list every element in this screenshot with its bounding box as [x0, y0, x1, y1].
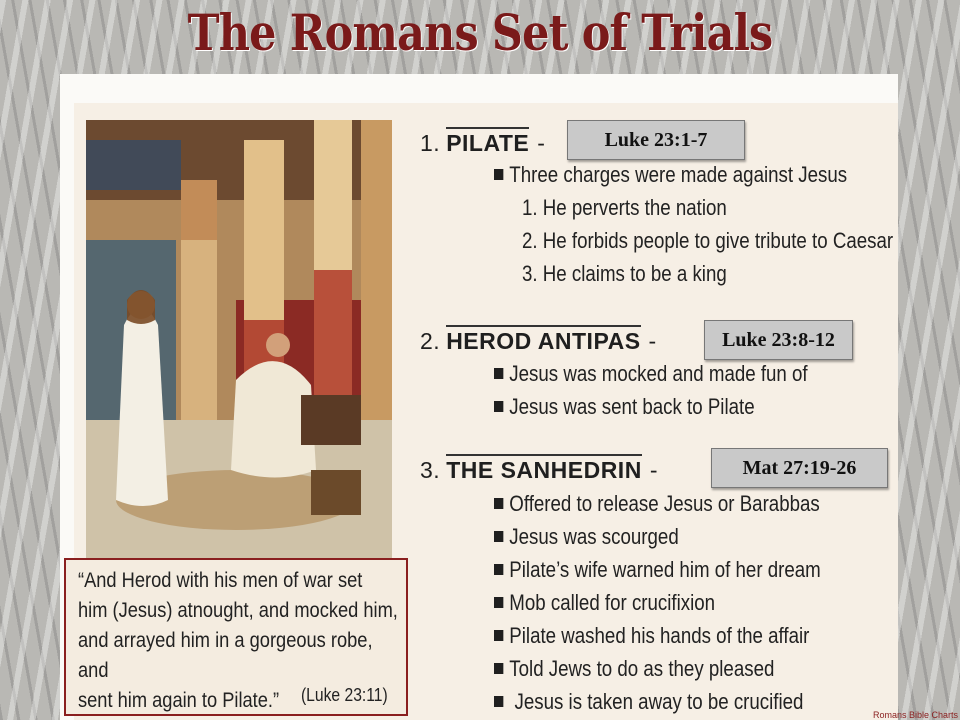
bullet-square-icon — [494, 597, 503, 608]
bullet-text: Jesus was sent back to Pilate — [509, 394, 755, 419]
bullet-item — [494, 557, 821, 583]
bullet-square-icon — [494, 401, 503, 412]
bullet-text: Mob called for crucifixion — [509, 590, 716, 615]
quote-line: him (Jesus) atnought, and mocked him, — [78, 599, 398, 622]
bullet-item — [494, 361, 808, 387]
sub-item: 1. He perverts the nation — [522, 195, 727, 220]
bullet-item — [494, 590, 715, 616]
bullet-text: Jesus is taken away to be crucified — [509, 689, 804, 714]
bullet-item — [494, 524, 679, 550]
sub-item: 2. He forbids people to give tribute to Caesar — [522, 228, 894, 253]
section-heading: 1. PILATE - — [420, 130, 545, 157]
bullet-item — [494, 623, 809, 649]
ref-box-mat-27-19-26: Mat 27:19-26 — [711, 448, 888, 488]
bullet-text: Three charges were made against Jesus — [509, 162, 848, 187]
painting-jesus-before-herod — [86, 120, 392, 558]
ref-box-luke-23-1-7: Luke 23:1-7 — [567, 120, 745, 160]
quote-box — [64, 558, 408, 716]
section-pilate — [420, 130, 545, 157]
bullet-text: Pilate’s wife warned him of her dream — [509, 557, 821, 582]
bullet-text: Offered to release Jesus or Barabbas — [509, 491, 820, 516]
sub-item: 3. He claims to be a king — [522, 261, 727, 286]
bullet-item — [494, 162, 847, 188]
quote-line: “And Herod with his men of war set — [78, 569, 363, 592]
section-number: 1. — [420, 130, 441, 156]
watermark: Romans Bible Charts — [872, 710, 958, 720]
bullet-square-icon — [494, 630, 503, 641]
bullet-square-icon — [494, 564, 503, 575]
section-herod-antipas — [420, 328, 657, 355]
section-number: 3. — [420, 457, 441, 483]
bullet-square-icon — [494, 663, 503, 674]
bullet-text: Pilate washed his hands of the affair — [509, 623, 810, 648]
quote-line: sent him again to Pilate.” — [78, 689, 280, 712]
bullet-square-icon — [494, 696, 503, 707]
bullet-item — [494, 394, 755, 420]
bullet-square-icon — [494, 498, 503, 509]
section-name: THE SANHEDRIN — [446, 454, 642, 483]
bullet-text: Jesus was scourged — [509, 524, 679, 549]
section-the-sanhedrin — [420, 457, 658, 484]
bullet-item — [494, 689, 803, 715]
ref-box-luke-23-8-12: Luke 23:8-12 — [704, 320, 853, 360]
quote-line: and arrayed him in a gorgeous robe, and — [78, 629, 373, 682]
section-name: PILATE — [446, 127, 529, 156]
bullet-square-icon — [494, 368, 503, 379]
bullet-item — [494, 491, 820, 517]
bullet-text: Jesus was mocked and made fun of — [509, 361, 808, 386]
section-name: HEROD ANTIPAS — [446, 325, 640, 354]
quote-reference: (Luke 23:11) — [301, 685, 388, 705]
bullet-text: Told Jews to do as they pleased — [509, 656, 775, 681]
bullet-square-icon — [494, 169, 503, 180]
bullet-item — [494, 656, 774, 682]
bullet-square-icon — [494, 531, 503, 542]
section-heading: 3. THE SANHEDRIN - — [420, 457, 658, 484]
section-heading: 2. HEROD ANTIPAS - — [420, 328, 657, 355]
section-number: 2. — [420, 328, 441, 354]
page-title: The Romans Set of Trials — [187, 3, 773, 62]
